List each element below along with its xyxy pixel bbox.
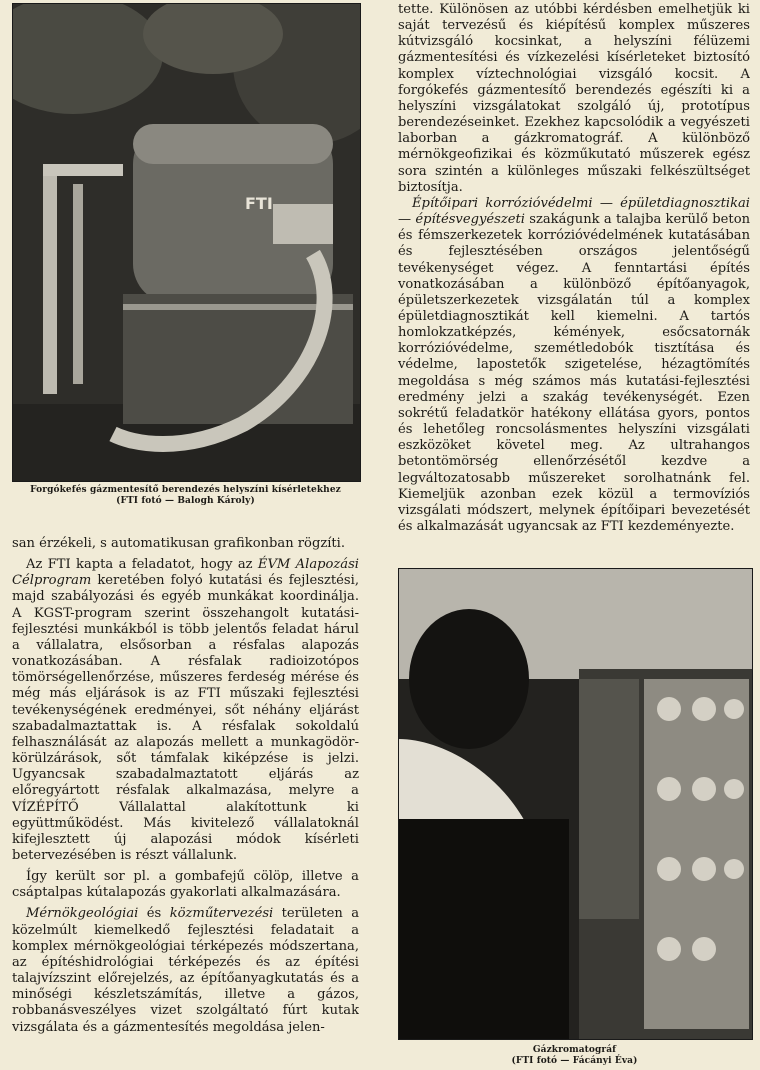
emphasis-korrozio: Építőipari korrózióvédelmi — épületdiagnosztikai — építésvegyészeti xyxy=(398,195,750,228)
photo-degassing-machine xyxy=(12,3,361,482)
left-column-text xyxy=(12,536,359,1066)
paragraph-left-3-body: területen a közelmúlt kiemelkedő fejlesztési feladatait a komplex mérnökgeológiai térképezés módszertana, az építéshidrológiai térképezés és az építési talajvízszint előrejelzés, az építőanyagkutatás és a minőségi készletszámítás, illetve a gázos, robbanásveszélyes vizet szolgáltató fúrt kutak vizsgálata és a gázmentesítés megoldása jelen- xyxy=(12,906,359,1035)
photo-bottom-credit: (FTI fotó — Fácányi Éva) xyxy=(511,1056,638,1066)
chromatograph-illustration xyxy=(399,569,752,1039)
fti-logo: FTI xyxy=(245,194,273,213)
paragraph-left-2: Így került sor pl. a gombafejű cölöp, illetve a csáptalpas kútalapozás gyakorlati alkalmazására. xyxy=(12,869,359,901)
emphasis-mernokgeologiai: Mérnökgeológiai xyxy=(26,906,139,922)
paragraph-left-3-and: és xyxy=(138,906,170,922)
paragraph-right-2 xyxy=(398,196,750,535)
paragraph-left-1-body: keretében folyó kutatási és fejlesztési, majd szabályozási és egyéb munkákat koordinálja. A KGST-program szerint összehangolt kutatási-fejlesztési munkákból is több jelentős feladat hárul a vállalatra, elsősorban a résfalas alapozás vonatkozásában. A résfalak radioizotópos tömörségellenőrzése, műszeres ferdeség mérése és még más eljárások is az FTI műszaki fejlesztési tevékenységének eredményei, sőt néhány eljárást szabadalmaztattak is. A résfalak sokoldalú felhasználását az alapozás mellett a munkagödör-körülzárások, sőt támfalak kiképzése is jelzi. Ugyancsak szabadalmaztatott eljárás az előregyártott résfalak alkalmazása, melyre a VÍZÉPÍTŐ Vállalattal alakítottunk ki együttműködést. Más kivitelező vállalatoknál kifejlesztett új alapozási módok kísérleti betervezésében is részt vállalunk. xyxy=(12,573,359,863)
photo-gas-chromatograph xyxy=(398,568,753,1040)
photo-top-caption xyxy=(12,485,359,507)
machine-illustration xyxy=(13,4,360,481)
paragraph-left-3 xyxy=(12,906,359,1035)
right-column-top-text xyxy=(398,2,750,549)
photo-bottom-caption xyxy=(398,1045,751,1067)
emphasis-alapozasi: ÉVM Alapozási Célprogram xyxy=(12,557,359,589)
paragraph-left-1-start: Az FTI kapta a feladatot, hogy az xyxy=(26,557,258,573)
photo-top-credit: (FTI fotó — Balogh Károly) xyxy=(116,496,255,506)
paragraph-right-2-body: szakágunk a talajba kerülő beton és fémszerkezetek korrózióvédelmének kutatásában és fejlesztésében országos jelentőségű tevékenységet végez. A fenntartási építés vonatkozásában a különböző építőanyagok, épületszerkezetek vizsgálatán túl a komplex épületdiagnosztikát kell kiemelni. A tartós homlokzatképzés, kémények, esőcsatornák korrózióvédelme, szemétledobók tisztítása és védelme, lapostetők szigetelése, hézagtömítés megoldása s még számos más kutatási-fejlesztési eredmény jelzi a szakág tevékenységét. Ezen sokrétű feladatkör hatékony ellátása gyors, pontos és lehetőleg roncsolásmentes helyszíni vizsgálati eszközöket követel meg. Az ultrahangos betontömörség ellenőrzésétől kezdve a legváltozatosabb műszereket sorolhatnánk fel. Kiemeljük azonban ezek közül a termovíziós vizsgálati módszert, melynek építőipari bevezetését és alkalmazását ugyancsak az FTI kezdeményezte. xyxy=(398,212,750,534)
emphasis-kozmutervezesi: közműtervezési xyxy=(169,906,274,922)
photo-bottom-caption-title: Gázkromatográf xyxy=(532,1045,617,1055)
photo-top-caption-title: Forgókefés gázmentesítő berendezés helyszíni kísérletekhez xyxy=(30,485,341,495)
paragraph-left-1 xyxy=(12,557,359,864)
paragraph-left-0: san érzékeli, s automatikusan grafikonban rögzíti. xyxy=(12,536,346,551)
paragraph-right-1: tette. Különösen az utóbbi kérdésben emelhetjük ki saját tervezésű és kiépítésű komplex műszeres kútvizsgáló kocsinkat, a helyszíni félüzemi gázmentesítési és vízkezelési kísérleteket biztosító komplex víztechnológiai vizsgáló kocsit. A forgókefés gázmentesítő berendezés egészíti ki a helyszíni vizsgálatokat szolgáló új, prototípus berendezéseinket. Ezekhez kapcsolódik a vegyészeti laborban a gázkromatográf. A különböző mérnökgeofizikai és közműkutató műszerek egész sora szintén a különleges műszaki felkészültséget biztosítja. xyxy=(398,2,750,195)
